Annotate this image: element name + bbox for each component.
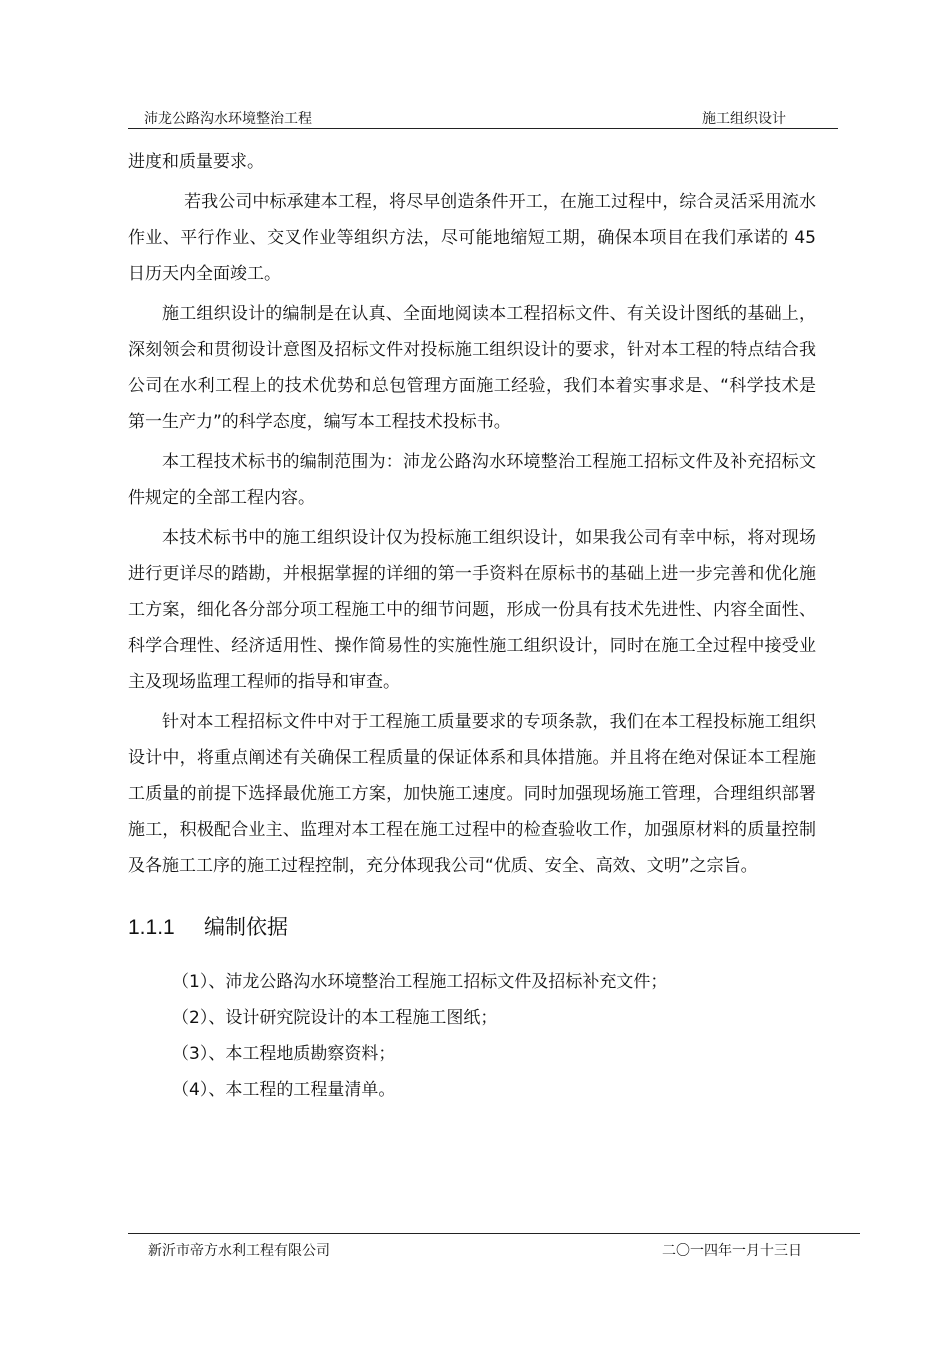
footer-date: 二〇一四年一月十三日 (662, 1243, 802, 1259)
paragraph-quality: 针对本工程招标文件中对于工程施工质量要求的专项条款，我们在本工程投标施工组织设计中，将重点阐述有关确保工程质量的保证体系和具体措施。并且将在绝对保证本工程施工质量的前提下选择最优施工方案，加快施工速度。同时加强现场施工管理，合理组织部署施工，积极配合业主、监理对本工程在施工过程中的检查验收工作，加强原材料的质量控制及各施工工序的施工过程控制，充分体现我公司“优质、安全、高效、文明”之宗旨。 (128, 712, 816, 876)
section-heading (128, 910, 816, 946)
header-document-type: 施工组织设计 (702, 111, 786, 127)
basis-item: （4）、本工程的工程量清单。 (172, 1080, 396, 1100)
paragraph-design-basis: 施工组织设计的编制是在认真、全面地阅读本工程招标文件、有关设计图纸的基础上，深刻领会和贯彻设计意图及招标文件对投标施工组织设计的要求，针对本工程的特点结合我公司在水利工程上的技术优势和总包管理方面施工经验，我们本着实事求是、“科学技术是第一生产力”的科学态度，编写本工程技术投标书。 (128, 304, 816, 432)
page-header (128, 106, 838, 129)
section-title: 编制依据 (204, 916, 288, 939)
header-project-title: 沛龙公路沟水环境整治工程 (144, 111, 312, 127)
footer-company: 新沂市帝方水利工程有限公司 (148, 1243, 330, 1259)
page-footer (128, 1233, 860, 1258)
basis-item: （1）、沛龙公路沟水环境整治工程施工招标文件及招标补充文件； (172, 972, 668, 992)
basis-item: （2）、设计研究院设计的本工程施工图纸； (172, 1008, 498, 1028)
section-number: 1.1.1 (128, 916, 175, 939)
paragraph-bid-design: 本技术标书中的施工组织设计仅为投标施工组织设计，如果我公司有幸中标，将对现场进行更详尽的踏勘，并根据掌握的详细的第一手资料在原标书的基础上进一步完善和优化施工方案，细化各分部分项工程施工中的细节问题，形成一份具有技术先进性、内容全面性、科学合理性、经济适用性、操作简易性的实施性施工组织设计，同时在施工全过程中接受业主及现场监理工程师的指导和审查。 (128, 528, 816, 692)
paragraph-scope: 本工程技术标书的编制范围为：沛龙公路沟水环境整治工程施工招标文件及补充招标文件规定的全部工程内容。 (128, 452, 816, 508)
paragraph-continuation: 进度和质量要求。 (128, 152, 264, 172)
basis-item: （3）、本工程地质勘察资料； (172, 1044, 396, 1064)
paragraph-schedule: 若我公司中标承建本工程，将尽早创造条件开工，在施工过程中，综合灵活采用流水作业、平行作业、交叉作业等组织方法，尽可能地缩短工期，确保本项目在我们承诺的 45 日历天内全面竣工。 (128, 192, 816, 284)
document-body (128, 144, 816, 1108)
